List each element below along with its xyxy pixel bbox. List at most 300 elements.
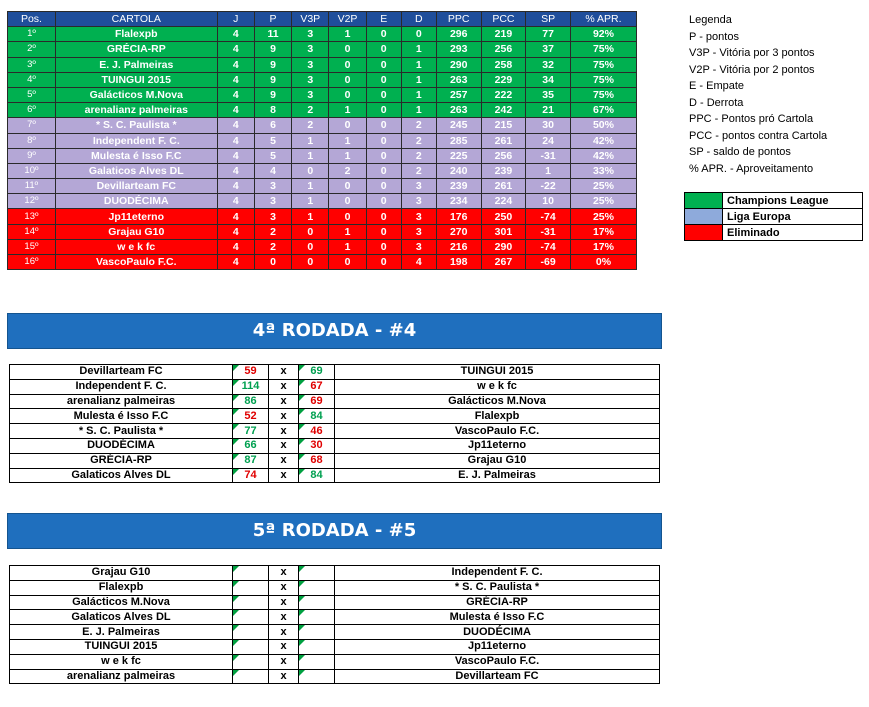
standings-cell-j: 4 bbox=[217, 209, 254, 224]
standings-cell-pcc: 261 bbox=[481, 179, 526, 194]
standings-row bbox=[8, 224, 637, 239]
home-score bbox=[233, 580, 269, 595]
standings-cell-p: 3 bbox=[254, 194, 291, 209]
away-team: * S. C. Paulista * bbox=[335, 580, 660, 595]
standings-cell-j: 4 bbox=[217, 42, 254, 57]
legend-item: PCC - pontos contra Cartola bbox=[689, 129, 828, 142]
standings-cell-pcc: 267 bbox=[481, 255, 526, 270]
versus-mark: x bbox=[269, 424, 299, 439]
standings-cell-apr: 0% bbox=[570, 255, 636, 270]
standings-cell-e: 0 bbox=[366, 87, 401, 102]
home-score: 114 bbox=[233, 379, 269, 394]
home-team: TUINGUI 2015 bbox=[10, 639, 233, 654]
away-score bbox=[299, 654, 335, 669]
versus-mark: x bbox=[269, 379, 299, 394]
standings-header-cell: P bbox=[254, 12, 291, 27]
standings-header-cell: J bbox=[217, 12, 254, 27]
match-row bbox=[10, 453, 660, 468]
standings-cell-v2p: 1 bbox=[329, 103, 366, 118]
standings-cell-team: Independent F. C. bbox=[55, 133, 217, 148]
home-team: E. J. Palmeiras bbox=[10, 625, 233, 640]
standings-cell-pcc: 301 bbox=[481, 224, 526, 239]
standings-cell-pcc: 229 bbox=[481, 72, 526, 87]
standings-cell-team: Devillarteam FC bbox=[55, 179, 217, 194]
standings-cell-e: 0 bbox=[366, 42, 401, 57]
standings-cell-p: 5 bbox=[254, 148, 291, 163]
standings-cell-v3p: 0 bbox=[292, 163, 329, 178]
standings-row bbox=[8, 179, 637, 194]
standings-cell-v3p: 0 bbox=[292, 224, 329, 239]
versus-mark: x bbox=[269, 566, 299, 581]
legend-item: PPC - Pontos pró Cartola bbox=[689, 113, 814, 125]
home-team: Galácticos M.Nova bbox=[10, 595, 233, 610]
standings-cell-d: 2 bbox=[401, 148, 436, 163]
standings-cell-d: 1 bbox=[401, 42, 436, 57]
standings-cell-ppc: 263 bbox=[436, 72, 481, 87]
standings-cell-pcc: 256 bbox=[481, 148, 526, 163]
standings-cell-v3p: 3 bbox=[292, 72, 329, 87]
standings-cell-d: 3 bbox=[401, 239, 436, 254]
standings-cell-j: 4 bbox=[217, 118, 254, 133]
versus-mark: x bbox=[269, 394, 299, 409]
home-score: 87 bbox=[233, 453, 269, 468]
round-4-banner: 4ª RODADA - #4 bbox=[7, 313, 662, 349]
standings-cell-e: 0 bbox=[366, 103, 401, 118]
legend-item: % APR. - Aproveitamento bbox=[689, 162, 814, 175]
standings-cell-p: 6 bbox=[254, 118, 291, 133]
standings-cell-j: 4 bbox=[217, 194, 254, 209]
standings-cell-d: 3 bbox=[401, 194, 436, 209]
home-team: Flalexpb bbox=[10, 580, 233, 595]
standings-cell-sp: 35 bbox=[526, 87, 571, 102]
standings-cell-sp: -31 bbox=[526, 148, 571, 163]
standings-cell-ppc: 198 bbox=[436, 255, 481, 270]
standings-cell-team: Galaticos Alves DL bbox=[55, 163, 217, 178]
standings-row bbox=[8, 255, 637, 270]
away-team: Galácticos M.Nova bbox=[335, 394, 660, 409]
standings-row bbox=[8, 194, 637, 209]
standings-cell-apr: 25% bbox=[570, 194, 636, 209]
legend-title: Legenda bbox=[689, 14, 732, 26]
home-score bbox=[233, 669, 269, 684]
standings-cell-pos: 5º bbox=[8, 87, 56, 102]
standings-header-cell: PCC bbox=[481, 12, 526, 27]
standings-cell-sp: 30 bbox=[526, 118, 571, 133]
standings-cell-ppc: 285 bbox=[436, 133, 481, 148]
standings-cell-pos: 8º bbox=[8, 133, 56, 148]
round-4-matches-table bbox=[9, 364, 660, 483]
away-score bbox=[299, 595, 335, 610]
standings-cell-sp: -31 bbox=[526, 224, 571, 239]
match-row bbox=[10, 424, 660, 439]
standings-header-cell: Pos. bbox=[8, 12, 56, 27]
away-team: Flalexpb bbox=[335, 409, 660, 424]
away-score: 68 bbox=[299, 453, 335, 468]
standings-cell-ppc: 176 bbox=[436, 209, 481, 224]
match-row bbox=[10, 394, 660, 409]
standings-cell-team: VascoPaulo F.C. bbox=[55, 255, 217, 270]
standings-cell-sp: -22 bbox=[526, 179, 571, 194]
standings-cell-apr: 75% bbox=[570, 72, 636, 87]
away-team: TUINGUI 2015 bbox=[335, 365, 660, 380]
standings-cell-pos: 10º bbox=[8, 163, 56, 178]
standings-cell-v3p: 0 bbox=[292, 255, 329, 270]
home-team: Grajau G10 bbox=[10, 566, 233, 581]
standings-header-cell: CARTOLA bbox=[55, 12, 217, 27]
standings-cell-p: 9 bbox=[254, 42, 291, 57]
standings-cell-sp: 77 bbox=[526, 27, 571, 42]
standings-cell-v2p: 1 bbox=[329, 239, 366, 254]
standings-cell-apr: 33% bbox=[570, 163, 636, 178]
standings-cell-team: * S. C. Paulista * bbox=[55, 118, 217, 133]
home-team: Devillarteam FC bbox=[10, 365, 233, 380]
standings-cell-d: 4 bbox=[401, 255, 436, 270]
away-team: Independent F. C. bbox=[335, 566, 660, 581]
legend-item: P - pontos bbox=[689, 30, 739, 43]
standings-cell-d: 2 bbox=[401, 133, 436, 148]
standings-cell-v3p: 1 bbox=[292, 148, 329, 163]
standings-cell-e: 0 bbox=[366, 163, 401, 178]
standings-cell-v2p: 0 bbox=[329, 255, 366, 270]
zone-swatch bbox=[685, 209, 723, 224]
standings-cell-ppc: 216 bbox=[436, 239, 481, 254]
standings-cell-ppc: 270 bbox=[436, 224, 481, 239]
home-team: * S. C. Paulista * bbox=[10, 424, 233, 439]
standings-cell-pcc: 222 bbox=[481, 87, 526, 102]
match-row bbox=[10, 654, 660, 669]
standings-cell-d: 1 bbox=[401, 57, 436, 72]
standings-cell-ppc: 240 bbox=[436, 163, 481, 178]
standings-cell-p: 3 bbox=[254, 209, 291, 224]
standings-cell-d: 3 bbox=[401, 179, 436, 194]
home-team: w e k fc bbox=[10, 654, 233, 669]
away-team: Mulesta é Isso F.C bbox=[335, 610, 660, 625]
standings-cell-j: 4 bbox=[217, 255, 254, 270]
standings-header-row bbox=[8, 12, 637, 27]
standings-cell-apr: 75% bbox=[570, 57, 636, 72]
match-row bbox=[10, 365, 660, 380]
home-score: 59 bbox=[233, 365, 269, 380]
standings-cell-e: 0 bbox=[366, 255, 401, 270]
standings-cell-v3p: 1 bbox=[292, 209, 329, 224]
away-score bbox=[299, 580, 335, 595]
standings-cell-sp: 21 bbox=[526, 103, 571, 118]
standings-cell-v3p: 3 bbox=[292, 27, 329, 42]
standings-cell-sp: -74 bbox=[526, 239, 571, 254]
standings-cell-v3p: 3 bbox=[292, 42, 329, 57]
standings-cell-pos: 16º bbox=[8, 255, 56, 270]
match-row bbox=[10, 468, 660, 483]
standings-cell-p: 2 bbox=[254, 224, 291, 239]
standings-row bbox=[8, 87, 637, 102]
standings-cell-d: 1 bbox=[401, 103, 436, 118]
standings-cell-v2p: 1 bbox=[329, 148, 366, 163]
standings-cell-v3p: 3 bbox=[292, 87, 329, 102]
legend-item: E - Empate bbox=[689, 80, 745, 92]
standings-row bbox=[8, 163, 637, 178]
standings-cell-j: 4 bbox=[217, 133, 254, 148]
home-score bbox=[233, 595, 269, 610]
standings-cell-e: 0 bbox=[366, 224, 401, 239]
standings-cell-j: 4 bbox=[217, 224, 254, 239]
standings-cell-sp: 24 bbox=[526, 133, 571, 148]
standings-cell-v2p: 0 bbox=[329, 42, 366, 57]
standings-cell-e: 0 bbox=[366, 209, 401, 224]
standings-cell-v2p: 0 bbox=[329, 194, 366, 209]
home-team: GRÉCIA-RP bbox=[10, 453, 233, 468]
home-team: Mulesta é Isso F.C bbox=[10, 409, 233, 424]
home-team: Galaticos Alves DL bbox=[10, 610, 233, 625]
home-score: 52 bbox=[233, 409, 269, 424]
standings-row bbox=[8, 148, 637, 163]
standings-cell-pos: 11º bbox=[8, 179, 56, 194]
away-score: 84 bbox=[299, 468, 335, 483]
standings-cell-j: 4 bbox=[217, 27, 254, 42]
standings-cell-ppc: 290 bbox=[436, 57, 481, 72]
match-row bbox=[10, 639, 660, 654]
standings-cell-sp: -74 bbox=[526, 209, 571, 224]
standings-cell-pcc: 261 bbox=[481, 133, 526, 148]
standings-cell-v3p: 0 bbox=[292, 239, 329, 254]
standings-cell-p: 4 bbox=[254, 163, 291, 178]
standings-cell-pos: 4º bbox=[8, 72, 56, 87]
round-5-banner: 5ª RODADA - #5 bbox=[7, 513, 662, 549]
standings-row bbox=[8, 103, 637, 118]
match-row bbox=[10, 438, 660, 453]
versus-mark: x bbox=[269, 639, 299, 654]
standings-cell-pcc: 258 bbox=[481, 57, 526, 72]
versus-mark: x bbox=[269, 625, 299, 640]
legend-item: V2P - Vitória por 2 pontos bbox=[689, 63, 815, 76]
standings-cell-ppc: 296 bbox=[436, 27, 481, 42]
home-team: Independent F. C. bbox=[10, 379, 233, 394]
versus-mark: x bbox=[269, 580, 299, 595]
standings-cell-ppc: 293 bbox=[436, 42, 481, 57]
standings-cell-p: 5 bbox=[254, 133, 291, 148]
standings-cell-ppc: 239 bbox=[436, 179, 481, 194]
standings-header-cell: % APR. bbox=[570, 12, 636, 27]
standings-row bbox=[8, 239, 637, 254]
away-team: E. J. Palmeiras bbox=[335, 468, 660, 483]
standings-header-cell: E bbox=[366, 12, 401, 27]
match-row bbox=[10, 379, 660, 394]
standings-cell-sp: 32 bbox=[526, 57, 571, 72]
away-score: 67 bbox=[299, 379, 335, 394]
away-team: GRÉCIA-RP bbox=[335, 595, 660, 610]
standings-header-cell: PPC bbox=[436, 12, 481, 27]
versus-mark: x bbox=[269, 468, 299, 483]
standings-row bbox=[8, 133, 637, 148]
match-row bbox=[10, 625, 660, 640]
standings-cell-sp: 34 bbox=[526, 72, 571, 87]
standings-cell-e: 0 bbox=[366, 57, 401, 72]
standings-cell-e: 0 bbox=[366, 148, 401, 163]
standings-cell-team: GRÉCIA-RP bbox=[55, 42, 217, 57]
standings-cell-pcc: 224 bbox=[481, 194, 526, 209]
standings-table bbox=[7, 11, 637, 270]
standings-cell-e: 0 bbox=[366, 194, 401, 209]
standings-cell-p: 9 bbox=[254, 72, 291, 87]
standings-cell-j: 4 bbox=[217, 179, 254, 194]
home-score bbox=[233, 610, 269, 625]
match-row bbox=[10, 595, 660, 610]
home-score bbox=[233, 625, 269, 640]
standings-cell-p: 11 bbox=[254, 27, 291, 42]
standings-header-cell: V2P bbox=[329, 12, 366, 27]
match-row bbox=[10, 566, 660, 581]
standings-cell-d: 3 bbox=[401, 224, 436, 239]
standings-cell-apr: 17% bbox=[570, 224, 636, 239]
home-team: DUODÉCIMA bbox=[10, 438, 233, 453]
away-score bbox=[299, 639, 335, 654]
standings-cell-pos: 13º bbox=[8, 209, 56, 224]
zone-swatch bbox=[685, 225, 723, 240]
standings-cell-team: Mulesta é Isso F.C bbox=[55, 148, 217, 163]
standings-cell-v2p: 0 bbox=[329, 87, 366, 102]
away-score: 69 bbox=[299, 394, 335, 409]
standings-cell-apr: 75% bbox=[570, 42, 636, 57]
standings-cell-p: 0 bbox=[254, 255, 291, 270]
standings-cell-v2p: 1 bbox=[329, 224, 366, 239]
standings-cell-v2p: 0 bbox=[329, 72, 366, 87]
standings-cell-e: 0 bbox=[366, 118, 401, 133]
match-row bbox=[10, 610, 660, 625]
versus-mark: x bbox=[269, 669, 299, 684]
standings-cell-d: 1 bbox=[401, 72, 436, 87]
standings-cell-j: 4 bbox=[217, 239, 254, 254]
away-score: 69 bbox=[299, 365, 335, 380]
zone-label: Liga Europa bbox=[727, 210, 791, 223]
away-team: VascoPaulo F.C. bbox=[335, 654, 660, 669]
away-score: 46 bbox=[299, 424, 335, 439]
away-score bbox=[299, 625, 335, 640]
standings-cell-ppc: 257 bbox=[436, 87, 481, 102]
away-team: Jp11eterno bbox=[335, 438, 660, 453]
standings-cell-j: 4 bbox=[217, 87, 254, 102]
home-score: 77 bbox=[233, 424, 269, 439]
standings-cell-pos: 9º bbox=[8, 148, 56, 163]
standings-cell-team: TUINGUI 2015 bbox=[55, 72, 217, 87]
standings-cell-p: 2 bbox=[254, 239, 291, 254]
standings-cell-p: 9 bbox=[254, 57, 291, 72]
standings-cell-e: 0 bbox=[366, 27, 401, 42]
standings-cell-apr: 92% bbox=[570, 27, 636, 42]
standings-header-cell: V3P bbox=[292, 12, 329, 27]
away-score: 84 bbox=[299, 409, 335, 424]
standings-cell-v2p: 0 bbox=[329, 118, 366, 133]
standings-cell-j: 4 bbox=[217, 163, 254, 178]
legend-item: D - Derrota bbox=[689, 96, 744, 109]
standings-cell-j: 4 bbox=[217, 72, 254, 87]
standings-cell-v3p: 3 bbox=[292, 57, 329, 72]
home-score: 86 bbox=[233, 394, 269, 409]
standings-cell-e: 0 bbox=[366, 72, 401, 87]
standings-cell-team: Grajau G10 bbox=[55, 224, 217, 239]
standings-cell-d: 3 bbox=[401, 209, 436, 224]
home-team: arenalianz palmeiras bbox=[10, 669, 233, 684]
home-team: Galaticos Alves DL bbox=[10, 468, 233, 483]
standings-cell-team: w e k fc bbox=[55, 239, 217, 254]
standings-cell-apr: 42% bbox=[570, 133, 636, 148]
standings-cell-pcc: 290 bbox=[481, 239, 526, 254]
standings-cell-pcc: 250 bbox=[481, 209, 526, 224]
standings-cell-v2p: 1 bbox=[329, 133, 366, 148]
standings-cell-team: Galácticos M.Nova bbox=[55, 87, 217, 102]
standings-header-cell: SP bbox=[526, 12, 571, 27]
standings-cell-sp: -69 bbox=[526, 255, 571, 270]
standings-cell-v3p: 1 bbox=[292, 179, 329, 194]
standings-row bbox=[8, 72, 637, 87]
standings-cell-pcc: 219 bbox=[481, 27, 526, 42]
versus-mark: x bbox=[269, 595, 299, 610]
standings-cell-pos: 1º bbox=[8, 27, 56, 42]
standings-cell-v2p: 0 bbox=[329, 209, 366, 224]
home-score bbox=[233, 566, 269, 581]
versus-mark: x bbox=[269, 654, 299, 669]
standings-row bbox=[8, 27, 637, 42]
zone-label: Eliminado bbox=[727, 226, 780, 239]
versus-mark: x bbox=[269, 409, 299, 424]
standings-cell-ppc: 225 bbox=[436, 148, 481, 163]
home-team: arenalianz palmeiras bbox=[10, 394, 233, 409]
standings-cell-v2p: 0 bbox=[329, 57, 366, 72]
standings-row bbox=[8, 57, 637, 72]
standings-cell-d: 2 bbox=[401, 163, 436, 178]
standings-cell-v2p: 0 bbox=[329, 179, 366, 194]
standings-cell-pos: 12º bbox=[8, 194, 56, 209]
standings-cell-sp: 10 bbox=[526, 194, 571, 209]
versus-mark: x bbox=[269, 453, 299, 468]
standings-cell-apr: 17% bbox=[570, 239, 636, 254]
standings-cell-v3p: 2 bbox=[292, 118, 329, 133]
standings-cell-p: 3 bbox=[254, 179, 291, 194]
standings-cell-v2p: 1 bbox=[329, 27, 366, 42]
standings-cell-team: arenalianz palmeiras bbox=[55, 103, 217, 118]
standings-cell-ppc: 234 bbox=[436, 194, 481, 209]
away-score: 30 bbox=[299, 438, 335, 453]
zone-legend-item bbox=[685, 209, 862, 225]
away-team: Jp11eterno bbox=[335, 639, 660, 654]
standings-cell-team: Jp11eterno bbox=[55, 209, 217, 224]
standings-cell-p: 9 bbox=[254, 87, 291, 102]
standings-cell-e: 0 bbox=[366, 133, 401, 148]
standings-cell-v3p: 2 bbox=[292, 103, 329, 118]
standings-cell-team: DUODÉCIMA bbox=[55, 194, 217, 209]
standings-cell-pcc: 239 bbox=[481, 163, 526, 178]
standings-cell-d: 0 bbox=[401, 27, 436, 42]
standings-cell-apr: 75% bbox=[570, 87, 636, 102]
standings-row bbox=[8, 118, 637, 133]
standings-cell-d: 1 bbox=[401, 87, 436, 102]
match-row bbox=[10, 580, 660, 595]
away-team: w e k fc bbox=[335, 379, 660, 394]
standings-cell-pcc: 215 bbox=[481, 118, 526, 133]
away-score bbox=[299, 566, 335, 581]
home-score: 74 bbox=[233, 468, 269, 483]
standings-cell-j: 4 bbox=[217, 148, 254, 163]
standings-cell-pcc: 256 bbox=[481, 42, 526, 57]
standings-cell-pos: 14º bbox=[8, 224, 56, 239]
zone-swatch bbox=[685, 193, 723, 208]
match-row bbox=[10, 669, 660, 684]
away-team: DUODÉCIMA bbox=[335, 625, 660, 640]
standings-cell-j: 4 bbox=[217, 57, 254, 72]
standings-cell-apr: 67% bbox=[570, 103, 636, 118]
legend-item: V3P - Vitória por 3 pontos bbox=[689, 47, 815, 59]
standings-cell-apr: 25% bbox=[570, 209, 636, 224]
standings-cell-v3p: 1 bbox=[292, 133, 329, 148]
standings-row bbox=[8, 42, 637, 57]
